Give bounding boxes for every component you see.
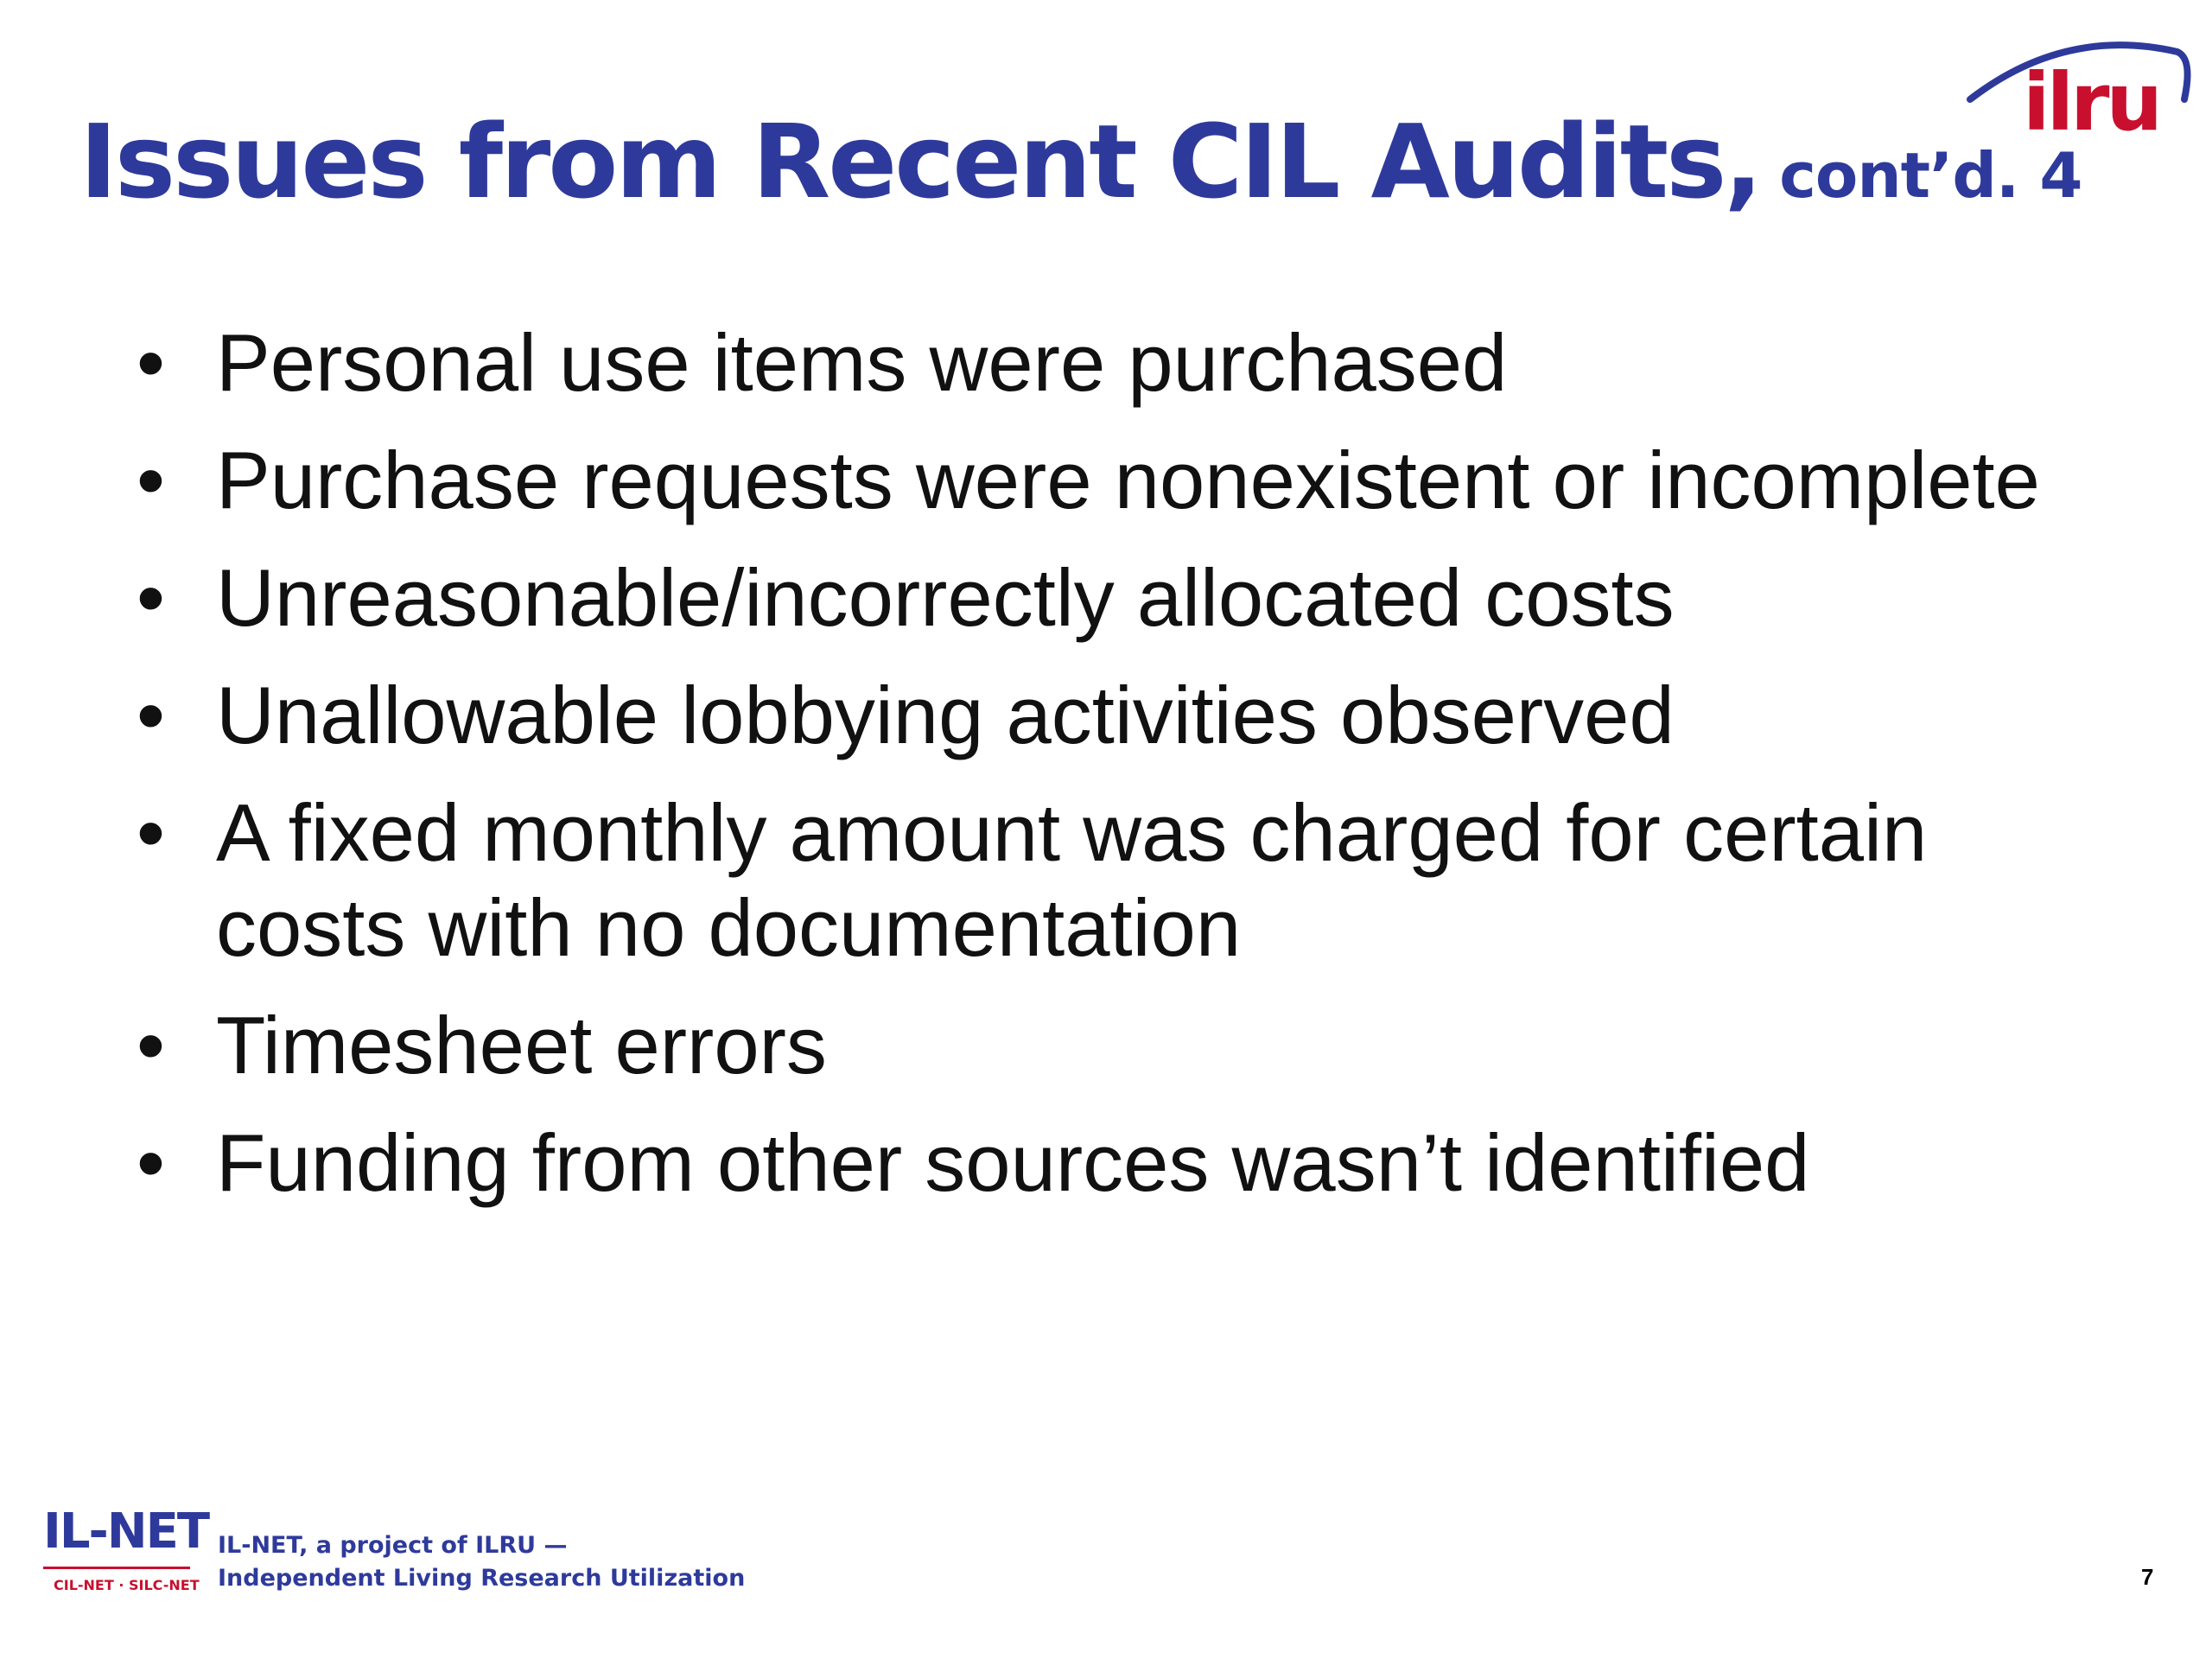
- bullet-dot: •: [137, 317, 165, 408]
- il-net-logo-text: IL-NET: [43, 1503, 209, 1560]
- list-item: [137, 550, 2117, 645]
- bullet-text: Purchase requests were nonexistent or incomplete: [216, 435, 2040, 525]
- list-item: [137, 1116, 2117, 1211]
- page-number: 7: [2141, 1564, 2154, 1590]
- bullet-dot: •: [137, 1000, 165, 1090]
- bullet-dot: •: [137, 435, 165, 525]
- bullet-text: Funding from other sources wasn’t identified: [216, 1117, 1810, 1208]
- il-net-logo-subtext: CIL-NET · SILC-NET: [54, 1577, 200, 1593]
- il-net-logo-rule: [43, 1567, 190, 1569]
- list-item: [137, 315, 2117, 410]
- list-item: [137, 998, 2117, 1093]
- bullet-dot: •: [137, 787, 165, 878]
- bullet-text: Personal use items were purchased: [216, 317, 1508, 408]
- list-item: [137, 668, 2117, 763]
- bullet-text: Timesheet errors: [216, 1000, 827, 1090]
- il-net-logo: [35, 1503, 209, 1611]
- slide-title-suffix: cont’d. 4: [1779, 139, 2082, 212]
- bullet-dot: •: [137, 670, 165, 760]
- ilru-logo: [1961, 17, 2195, 147]
- bullet-text: A fixed monthly amount was charged for certain costs with no documentation: [216, 787, 1928, 973]
- bullet-text: Unreasonable/incorrectly allocated costs: [216, 552, 1675, 643]
- list-item: [137, 785, 2117, 976]
- bullet-dot: •: [137, 552, 165, 643]
- slide-title-main: Issues from Recent CIL Audits,: [79, 102, 1761, 221]
- bullet-list: [137, 315, 2117, 1233]
- list-item: [137, 433, 2117, 528]
- slide-title: [79, 102, 2082, 221]
- footer-line-1: IL-NET, a project of ILRU —: [218, 1532, 568, 1559]
- bullet-text: Unallowable lobbying activities observed: [216, 670, 1675, 760]
- footer-credit: [218, 1529, 745, 1595]
- ilru-logo-text: ilru: [2023, 56, 2159, 147]
- footer-line-2: Independent Living Research Utilization: [218, 1565, 746, 1592]
- bullet-dot: •: [137, 1117, 165, 1208]
